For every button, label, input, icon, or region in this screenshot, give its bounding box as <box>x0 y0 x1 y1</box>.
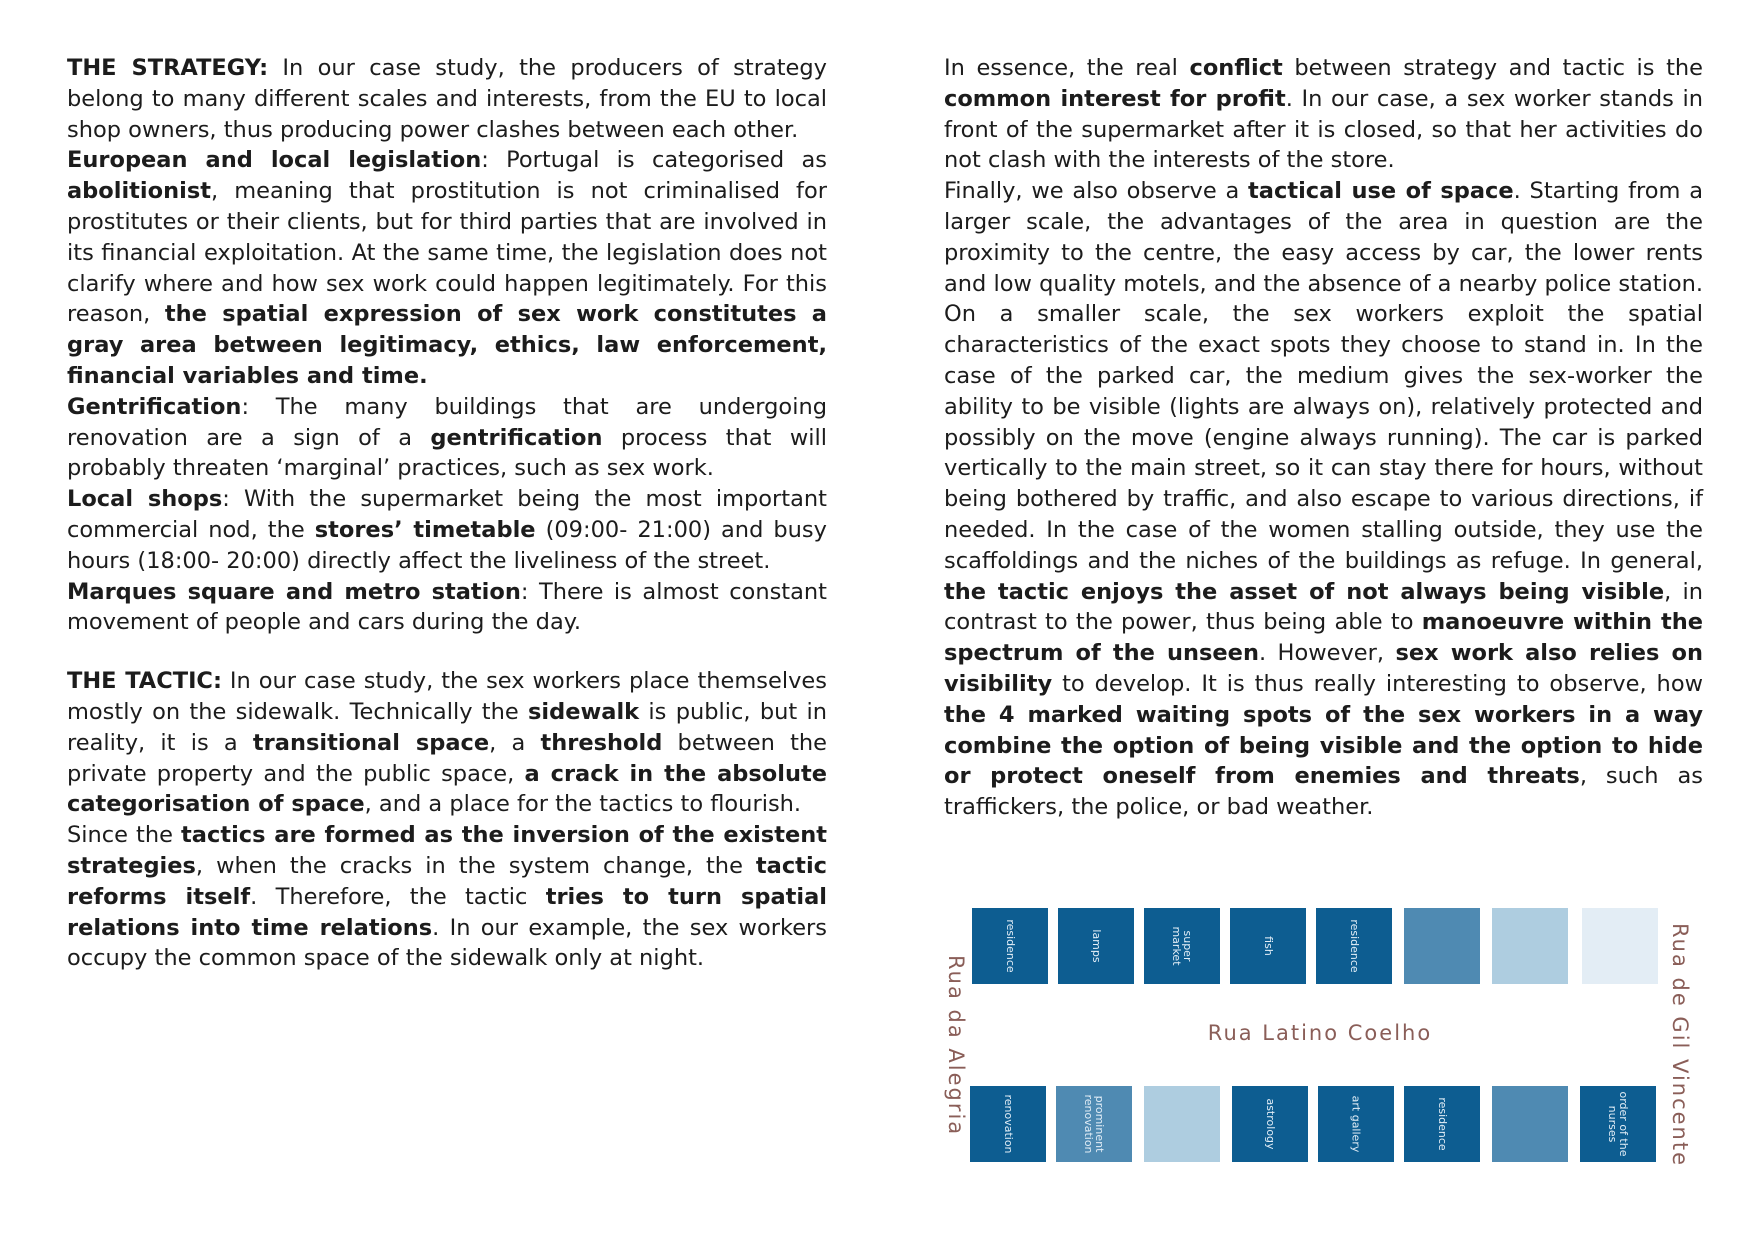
essence-text: In essence, the real <box>944 55 1190 81</box>
marques-paragraph <box>67 577 827 639</box>
building-block <box>1232 1086 1308 1162</box>
legislation-text: , meaning that prostitution is not criminalised for prostitutes or their clients, but for third parties that are involved in its financial exploitation. At the same time, the legislation does not clarify where and how sex work could happen legitimately. For this reason, <box>67 178 827 328</box>
tactic-text: between the private property and the public space, <box>67 729 827 787</box>
shops-emphasis: stores’ timetable <box>314 516 536 543</box>
shops-text: (09:00- 21:00) and busy hours (18:00- 20:00) directly affect the liveliness of the street. <box>67 516 827 574</box>
finally-emphasis: the tactic enjoys the asset of not always being visible <box>944 578 1665 605</box>
tactic-emphasis: sidewalk <box>528 698 640 725</box>
building-block <box>972 908 1048 984</box>
strategy-paragraph <box>67 53 827 145</box>
finally-text: to develop. It is thus really interesting to observe, how <box>1052 670 1703 697</box>
finally-text: , in contrast to the power, thus being able to <box>944 578 1703 636</box>
since-text: , when the cracks in the system change, the <box>195 852 756 879</box>
tactic-paragraph <box>67 666 827 820</box>
gentrification-text: process that will probably threaten ‘marginal’ practices, such as sex work. <box>67 424 827 482</box>
finally-paragraph <box>944 176 1703 823</box>
gentrification-emphasis: gentrification <box>430 424 603 451</box>
building-label: astrology <box>1264 1098 1277 1150</box>
tactic-text: is public, but in reality, it is a <box>67 698 827 756</box>
essence-emphasis: common interest for profit <box>944 85 1286 112</box>
left-text-column <box>67 53 827 974</box>
marques-heading: Marques square and metro station <box>67 578 521 605</box>
essence-emphasis: conflict <box>1189 55 1283 81</box>
building-label: lamps <box>1090 929 1103 963</box>
since-text: Since the <box>67 822 182 849</box>
finally-text: . Starting from a larger scale, the advantages of the area in question are the proximity to the centre, the easy access by car, the lower rents and low quality motels, and the absence of a nearby police station. On a smaller scale, the sex workers exploit the spatial characteristics of the exact spots they choose to stand in. In the case of the parked car, the medium gives the sex-worker the ability to be visible (lights are always on), relatively protected and possibly on the move (engine always running). The car is parked vertically to the main street, so it can stay there for hours, without being bothered by traffic, and also escape to various directions, if needed. In the case of the women stalling outside, they use the scaffoldings and the niches of the buildings as refuge. In general, <box>944 178 1703 574</box>
legislation-heading: European and local legislation <box>67 147 482 174</box>
building-block <box>1318 1086 1394 1162</box>
tactic-text: , a <box>489 729 541 756</box>
shops-paragraph <box>67 484 827 576</box>
legislation-emphasis: the spatial expression of sex work constitutes a gray area between legitimacy, ethics, law enforcement, financial variables and time. <box>67 301 827 389</box>
building-label: renovation <box>1002 1094 1015 1154</box>
gentrification-heading: Gentrification <box>67 393 242 420</box>
legislation-paragraph <box>67 145 827 391</box>
since-text: . Therefore, the tactic <box>250 883 546 910</box>
building-label: residence <box>1436 1097 1449 1151</box>
paragraph-spacer <box>67 638 827 666</box>
building-label: order of the nurses <box>1606 1091 1630 1157</box>
building-block <box>1230 908 1306 984</box>
building-block <box>1580 1086 1656 1162</box>
finally-emphasis: tactical use of space <box>1248 178 1514 205</box>
building-block <box>1144 908 1220 984</box>
tactic-emphasis: transitional space <box>252 729 490 756</box>
finally-text: , such as traffickers, the police, or bad weather. <box>944 763 1703 821</box>
shops-text: : With the supermarket being the most important commercial nod, the <box>67 486 828 543</box>
finally-emphasis: the 4 marked waiting spots of the sex workers in a way combine the option of being visible and the option to hide or protect oneself from enemies and threats <box>944 701 1703 790</box>
tactic-text: , and a place for the tactics to flourish. <box>364 791 802 818</box>
building-block <box>1056 1086 1132 1162</box>
building-label: residence <box>1348 919 1361 973</box>
building-label: residence <box>1004 919 1017 973</box>
legislation-emphasis: abolitionist <box>67 178 211 205</box>
since-paragraph <box>67 820 827 974</box>
right-text-column <box>944 53 1703 823</box>
building-block <box>1492 908 1568 984</box>
since-emphasis: tactic reforms itself <box>67 852 827 910</box>
building-label: art gallery <box>1349 1095 1363 1153</box>
building-label: prominent renovation <box>1082 1094 1106 1154</box>
left-street-label: Rua da Alegria <box>944 955 968 1137</box>
building-block <box>1316 908 1392 984</box>
building-block <box>1492 1086 1568 1162</box>
finally-emphasis: sex work also relies on visibility <box>944 640 1703 697</box>
building-label: fish <box>1262 936 1275 956</box>
main-street-label: Rua Latino Coelho <box>1207 1021 1433 1045</box>
marques-text: : There is almost constant movement of people and cars during the day. <box>67 578 827 636</box>
building-block <box>970 1086 1046 1162</box>
shops-heading: Local shops <box>67 486 223 513</box>
street-map-diagram <box>940 905 1700 1180</box>
building-block <box>1404 1086 1480 1162</box>
gentrification-paragraph <box>67 392 827 484</box>
since-emphasis: tactics are formed as the inversion of the existent strategies <box>67 822 827 879</box>
finally-text: Finally, we also observe a <box>944 178 1249 205</box>
building-block <box>1058 908 1134 984</box>
since-emphasis: tries to turn spatial relations into time relations <box>67 883 827 941</box>
tactic-emphasis: threshold <box>540 729 663 756</box>
gentrification-text: : The many buildings that are undergoing renovation are a sign of a <box>67 393 827 451</box>
essence-text: . In our case, a sex worker stands in front of the supermarket after it is closed, so that her activities do not clash with the interests of the store. <box>944 85 1703 174</box>
right-street-label: Rua de Gil Vincente <box>1668 923 1692 1168</box>
tactic-heading: THE TACTIC: <box>67 668 222 695</box>
finally-emphasis: manoeuvre within the spectrum of the unseen <box>944 609 1703 667</box>
legislation-text: : Portugal is categorised as <box>481 147 827 174</box>
essence-text: between strategy and tactic is the <box>1282 55 1703 81</box>
building-block <box>1404 908 1480 984</box>
building-block <box>1582 908 1658 984</box>
strategy-heading: THE STRATEGY: <box>67 55 269 81</box>
building-block <box>1144 1086 1220 1162</box>
essence-paragraph <box>944 53 1703 176</box>
strategy-text: In our case study, the producers of strategy belong to many different scales and interests, from the EU to local shop owners, thus producing power clashes between each other. <box>67 55 827 143</box>
finally-text: . However, <box>1258 640 1396 667</box>
tactic-text: In our case study, the sex workers place themselves mostly on the sidewalk. Technically the <box>67 668 827 725</box>
tactic-emphasis: a crack in the absolute categorisation of space <box>67 760 827 818</box>
since-text: . In our example, the sex workers occupy the common space of the sidewalk only at night. <box>67 914 828 972</box>
building-label: super market <box>1170 926 1194 966</box>
